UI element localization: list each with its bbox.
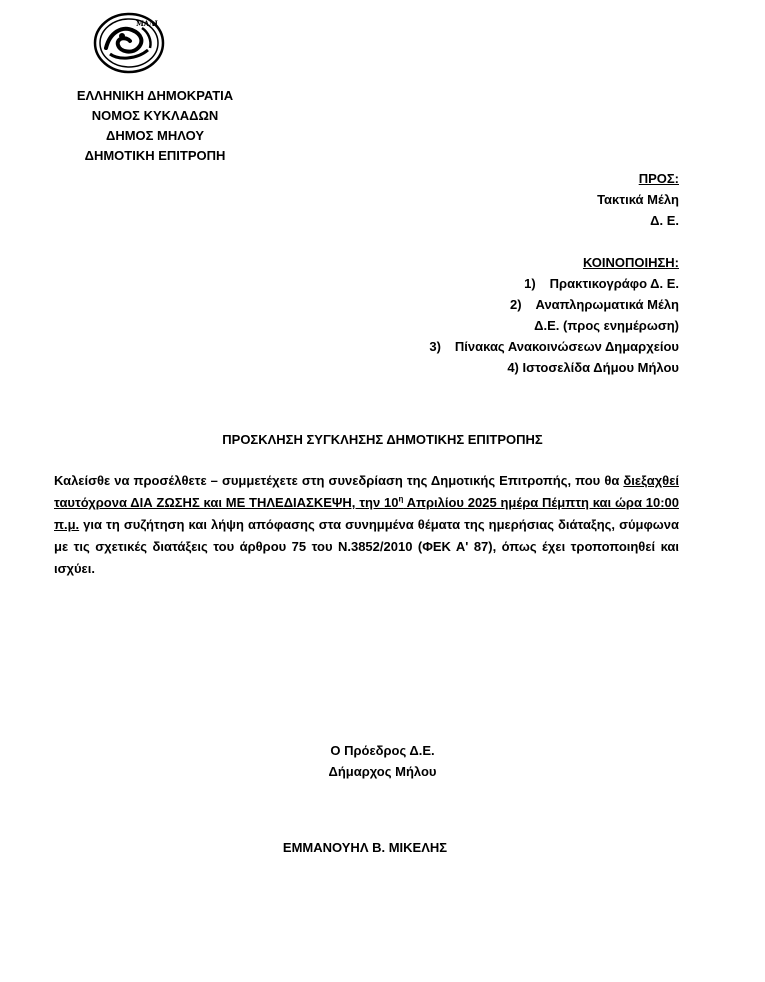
signature-block <box>0 740 765 782</box>
cc-item <box>429 273 679 294</box>
cc-item-text: Αναπληρωματικά Μέλη <box>535 297 679 312</box>
issuer-line-republic: ΕΛΛΗΝΙΚΗ ΔΗΜΟΚΡΑΤΙΑ <box>76 88 234 103</box>
issuer-line-prefecture: ΝΟΜΟΣ ΚΥΚΛΑΔΩΝ <box>91 108 219 123</box>
signatory-title: Δήμαρχος Μήλου <box>328 764 437 779</box>
seal-lettering: ΜΑΛΙ <box>136 19 158 28</box>
cc-item-number: 1) <box>524 276 536 291</box>
to-line: Τακτικά Μέλη <box>597 192 679 207</box>
document-title: ΠΡΟΣΚΛΗΣΗ ΣΥΓΚΛΗΣΗΣ ΔΗΜΟΤΙΚΗΣ ΕΠΙΤΡΟΠΗΣ <box>222 432 543 447</box>
cc-item-number: 2) <box>509 297 522 312</box>
body-text-purpose: για τη συζήτηση και λήψη απόφασης στα συνημμένα θέματα της ημερήσιας διάταξης, σύμφωνα με τις σχετικές διατάξεις του άρθρου 75 του Ν.3852/2010 (ΦΕΚ Α' 87), όπως έχει τροποποιηθεί και ισχύει. <box>54 517 679 576</box>
issuer-line-municipality: ΔΗΜΟΣ ΜΗΛΟΥ <box>105 128 205 143</box>
body-meeting-mode: διεξαχθεί ταυτόχρονα ΔΙΑ ΖΩΣΗΣ και ΜΕ ΤΗΛΕΔΙΑΣΚΕΨΗ, την 10 <box>54 473 679 510</box>
to-label: ΠΡΟΣ: <box>638 171 679 186</box>
to-line: Δ. Ε. <box>650 213 679 228</box>
cc-item-text: Δ.Ε. (προς ενημέρωση) <box>534 318 679 333</box>
body-meeting-date: Απριλίου 2025 ημέρα Πέμπτη και ώρα 10:00 π.μ. <box>54 495 679 532</box>
cc-item <box>429 357 679 378</box>
issuer-block <box>40 86 270 166</box>
cc-label: ΚΟΙΝΟΠΟΙΗΣΗ: <box>582 255 679 270</box>
signatory-role: Ο Πρόεδρος Δ.Ε. <box>330 743 435 758</box>
cc-item-text: 4) Ιστοσελίδα Δήμου Μήλου <box>507 360 679 375</box>
seal-graphic <box>92 12 166 74</box>
invitation-body <box>54 470 679 580</box>
cc-item <box>429 294 679 315</box>
cc-item-number: 3) <box>429 339 441 354</box>
cc-item-text: Πίνακας Ανακοινώσεων Δημαρχείου <box>454 339 679 354</box>
body-text-intro: Καλείσθε να προσέλθετε – συμμετέχετε στη συνεδρίαση της Δημοτικής Επιτροπής, που θα <box>54 473 624 488</box>
municipal-coin-seal-icon <box>92 12 166 74</box>
ordinal-suffix: η <box>398 494 404 504</box>
recipients-block <box>429 168 679 378</box>
signatory-name: ΕΜΜΑΝΟΥΗΛ Β. ΜΙΚΕΛΗΣ <box>282 840 448 855</box>
cc-item-text: Πρακτικογράφο Δ. Ε. <box>549 276 679 291</box>
spacer <box>429 231 679 252</box>
issuer-line-committee: ΔΗΜΟΤΙΚΗ ΕΠΙΤΡΟΠΗ <box>84 148 226 163</box>
cc-item <box>429 315 679 336</box>
cc-item <box>429 336 679 357</box>
